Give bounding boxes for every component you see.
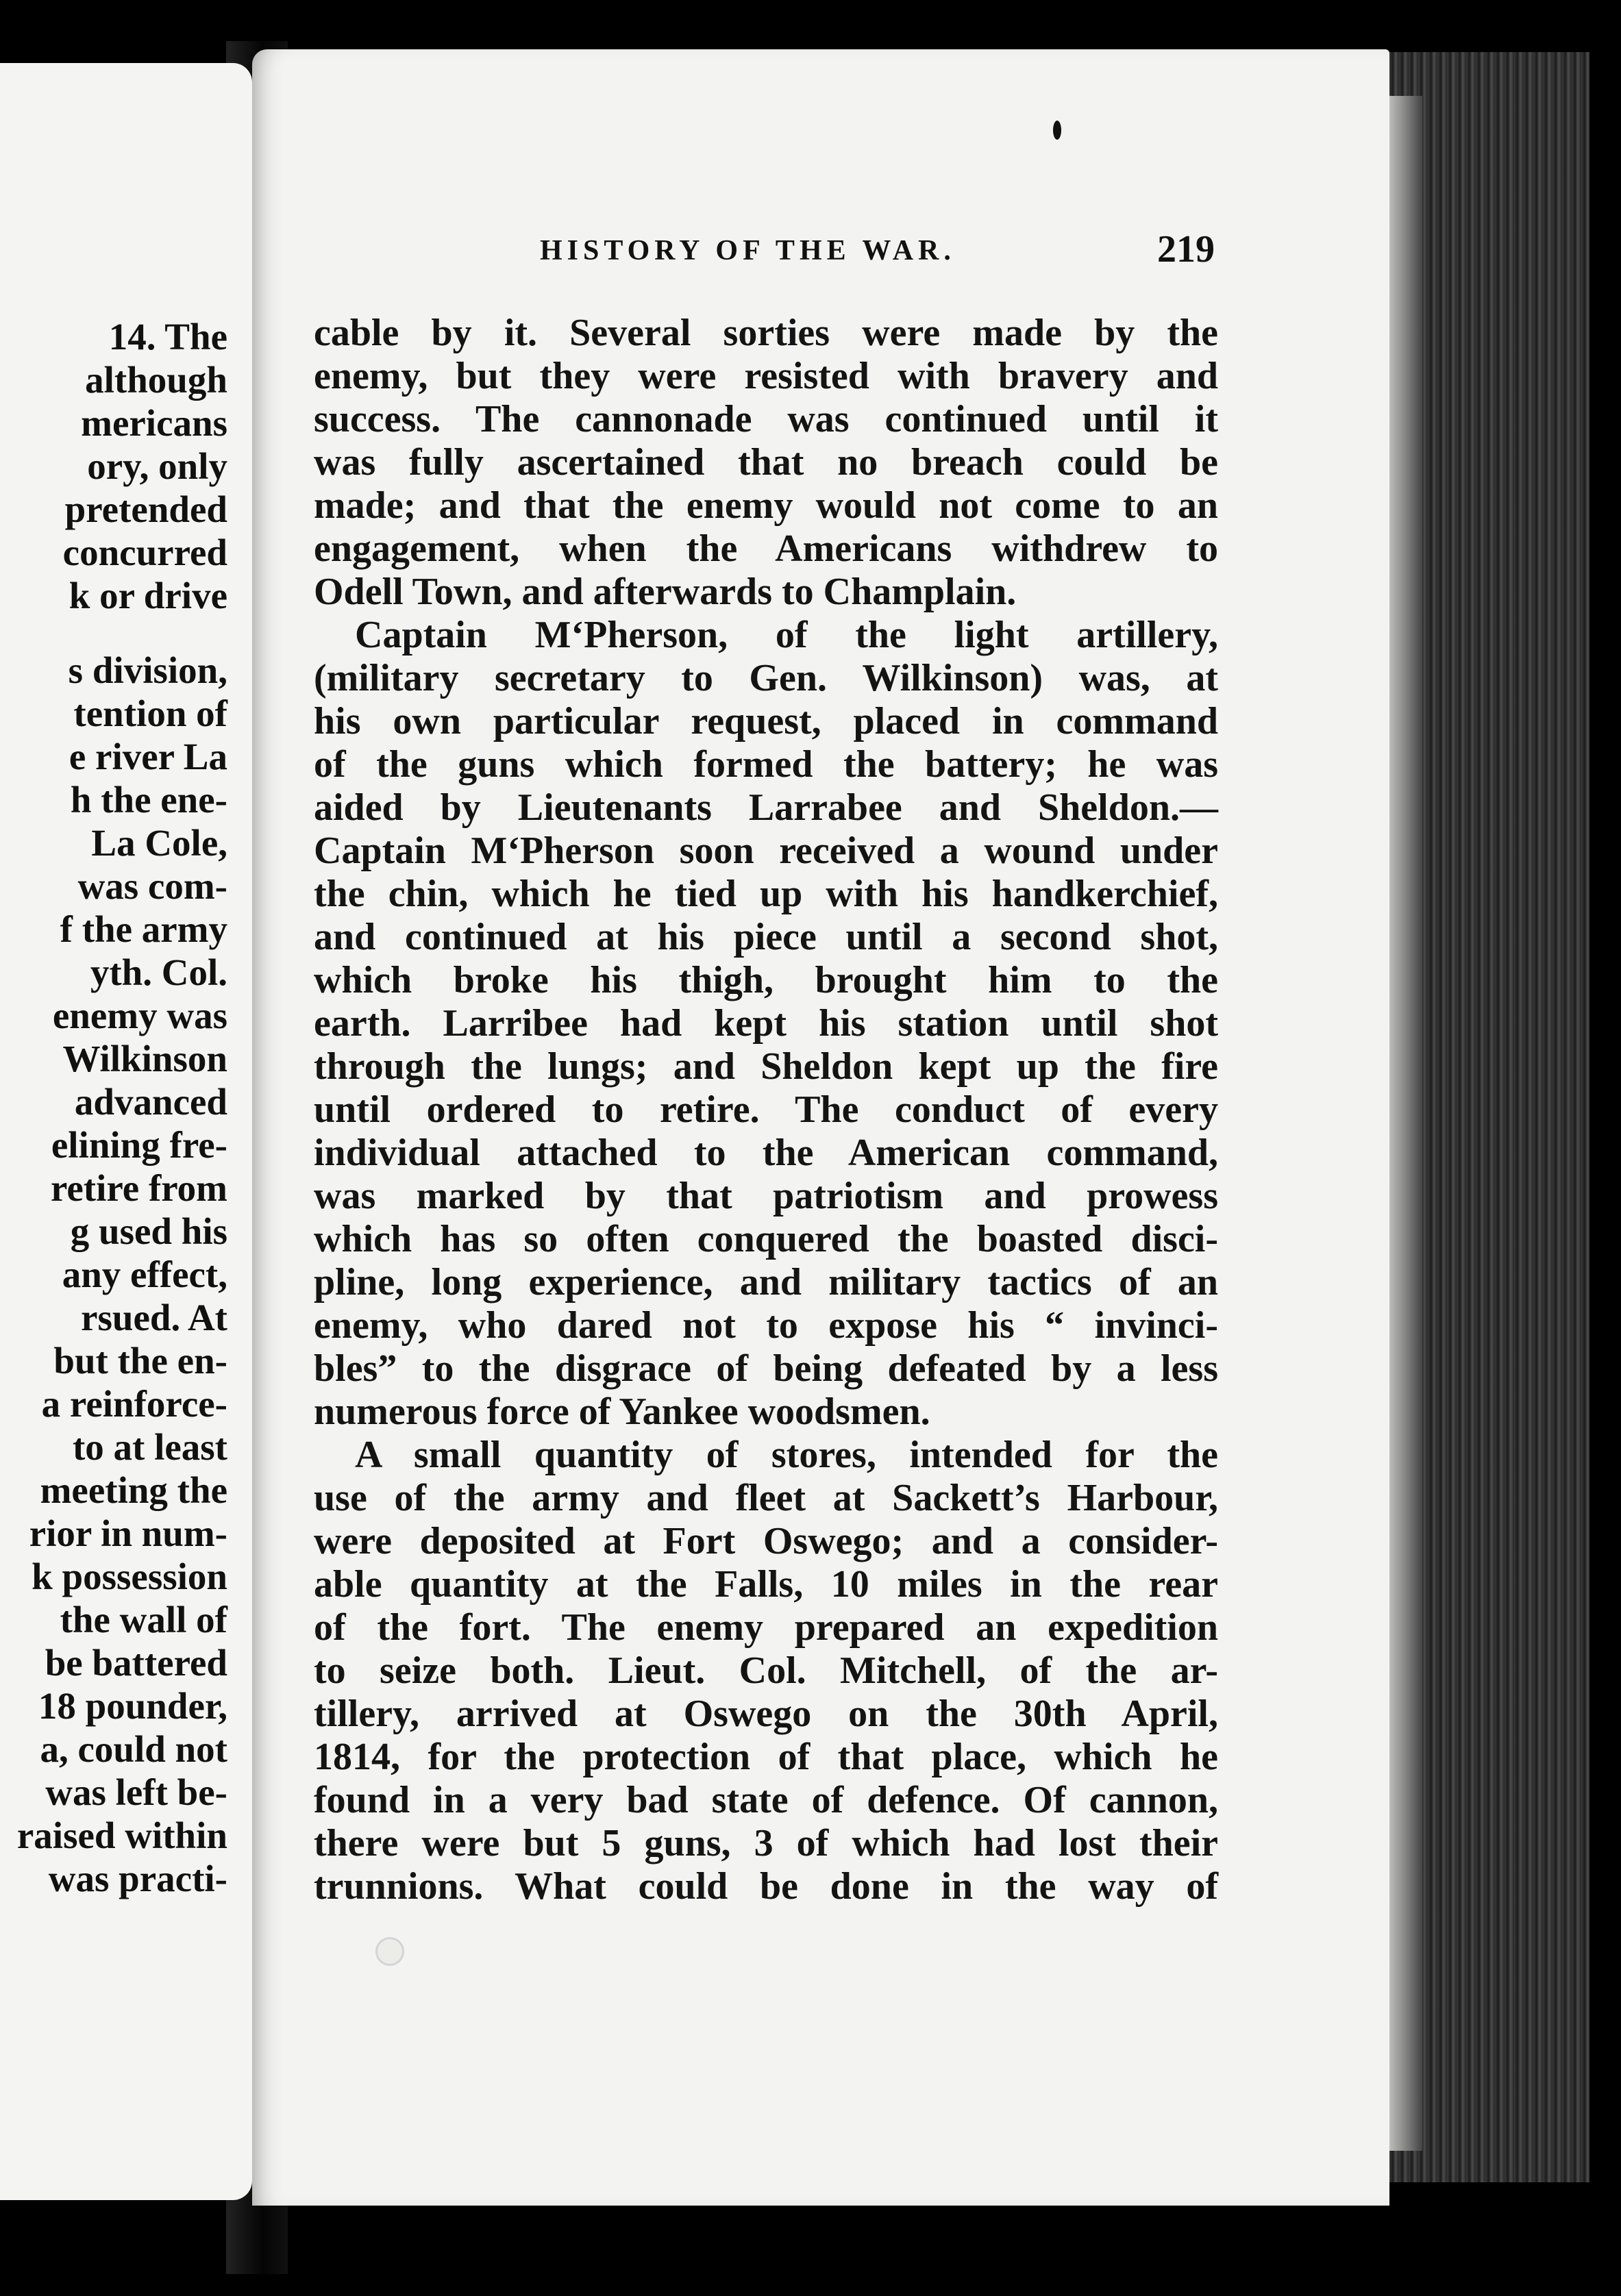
text-line: aided by Lieutenants Larrabee and Sheldon.— <box>314 786 1218 829</box>
left-text-line: f the army <box>60 908 227 950</box>
paragraph-gap <box>0 617 227 649</box>
left-text-line: was left be- <box>45 1771 227 1813</box>
text-line: until ordered to retire. The conduct of every <box>314 1088 1218 1131</box>
text-line: pline, long experience, and military tactics of an <box>314 1261 1218 1303</box>
left-page-text <box>0 315 227 1900</box>
text-line: Captain M‘Pherson soon received a wound under <box>314 829 1218 872</box>
text-line: enemy, who dared not to expose his “ invinci- <box>314 1304 1218 1347</box>
left-text-line: concurred <box>62 532 227 573</box>
text-line: 1814, for the protection of that place, which he <box>314 1736 1218 1778</box>
left-text-line: a reinforce- <box>41 1383 227 1425</box>
text-line: tillery, arrived at Oswego on the 30th April, <box>314 1693 1218 1735</box>
left-text-line: enemy was <box>52 995 227 1036</box>
left-text-line: yth. Col. <box>90 951 227 993</box>
text-line: there were but 5 guns, 3 of which had lost their <box>314 1822 1218 1864</box>
text-line: to seize both. Lieut. Col. Mitchell, of the ar- <box>314 1649 1218 1692</box>
text-line: and continued at his piece until a second shot, <box>314 916 1218 958</box>
text-line: his own particular request, placed in command <box>314 700 1218 743</box>
text-line: was marked by that patriotism and prowess <box>314 1175 1218 1217</box>
text-line: earth. Larribee had kept his station until shot <box>314 1002 1218 1045</box>
left-text-line: ory, only <box>87 445 227 487</box>
text-line: which broke his thigh, brought him to the <box>314 959 1218 1001</box>
left-text-line: raised within <box>16 1814 227 1856</box>
left-text-line: meeting the <box>40 1469 227 1511</box>
text-line: numerous force of Yankee woodsmen. <box>314 1390 930 1433</box>
text-line: was fully ascertained that no breach could be <box>314 441 1218 484</box>
left-text-line: Wilkinson <box>62 1038 227 1080</box>
text-line: individual attached to the American command, <box>314 1132 1218 1174</box>
text-line: found in a very bad state of defence. Of cannon, <box>314 1779 1218 1821</box>
left-text-line: rsued. At <box>81 1297 227 1338</box>
text-line: able quantity at the Falls, 10 miles in the rear <box>314 1563 1218 1606</box>
left-text-line: retire from <box>50 1167 227 1209</box>
left-text-line: the wall of <box>60 1599 227 1640</box>
left-text-line: mericans <box>81 402 227 444</box>
text-line: the chin, which he tied up with his handkerchief, <box>314 873 1218 915</box>
left-text-line: but the en- <box>53 1340 227 1382</box>
text-line: trunnions. What could be done in the way of <box>314 1865 1218 1908</box>
text-line: Odell Town, and afterwards to Champlain. <box>314 571 1017 613</box>
text-line: enemy, but they were resisted with bravery and <box>314 355 1218 397</box>
left-text-line: La Cole, <box>91 822 227 864</box>
left-text-line: g used his <box>70 1210 227 1252</box>
text-line: of the guns which formed the battery; he was <box>314 743 1218 786</box>
left-text-line: a, could not <box>40 1728 227 1770</box>
text-line: which has so often conquered the boasted disci- <box>314 1218 1218 1260</box>
left-text-line: pretended <box>64 488 227 530</box>
text-line: use of the army and fleet at Sackett’s Harbour, <box>314 1477 1218 1519</box>
text-line: made; and that the enemy would not come to an <box>314 484 1218 527</box>
left-text-line: e river La <box>69 736 227 777</box>
text-line: Captain M‘Pherson, of the light artillery, <box>355 614 1218 656</box>
text-line: (military secretary to Gen. Wilkinson) was, at <box>314 657 1218 699</box>
left-text-line: any effect, <box>62 1253 227 1295</box>
left-text-line: h the ene- <box>70 779 227 821</box>
left-text-line: rior in num- <box>29 1512 227 1554</box>
left-text-line: be battered <box>45 1642 227 1684</box>
text-line: of the fort. The enemy prepared an expedition <box>314 1606 1218 1649</box>
left-text-line: tention of <box>73 692 227 734</box>
left-text-line: k or drive <box>69 575 227 616</box>
left-text-line: elining fre- <box>51 1124 227 1166</box>
page-number: 219 <box>1157 228 1215 271</box>
paper-blemish <box>375 1937 404 1966</box>
left-text-line: was practi- <box>48 1858 227 1899</box>
text-line: A small quantity of stores, intended for the <box>355 1434 1218 1476</box>
text-line: success. The cannonade was continued until it <box>314 398 1218 440</box>
text-line: bles” to the disgrace of being defeated by a less <box>314 1347 1218 1390</box>
left-text-line: although <box>85 359 227 401</box>
ink-mark <box>1053 121 1061 140</box>
text-line: engagement, when the Americans withdrew to <box>314 527 1218 570</box>
body-text <box>314 312 1218 1908</box>
left-text-line: 14. The <box>108 316 227 358</box>
text-line: were deposited at Fort Oswego; and a consider- <box>314 1520 1218 1562</box>
left-text-line: was com- <box>77 865 227 907</box>
page-header <box>540 228 1215 275</box>
running-head: HISTORY OF THE WAR. <box>540 235 956 266</box>
text-line: cable by it. Several sorties were made by the <box>314 312 1218 354</box>
left-text-line: to at least <box>72 1426 227 1468</box>
left-text-line: s division, <box>68 649 227 691</box>
left-text-line: advanced <box>74 1081 227 1123</box>
text-line: through the lungs; and Sheldon kept up the fire <box>314 1045 1218 1088</box>
left-text-line: 18 pounder, <box>38 1685 227 1727</box>
left-page <box>0 63 252 2200</box>
page-edge-highlight <box>1389 96 1422 2151</box>
left-text-line: k possession <box>32 1556 227 1597</box>
